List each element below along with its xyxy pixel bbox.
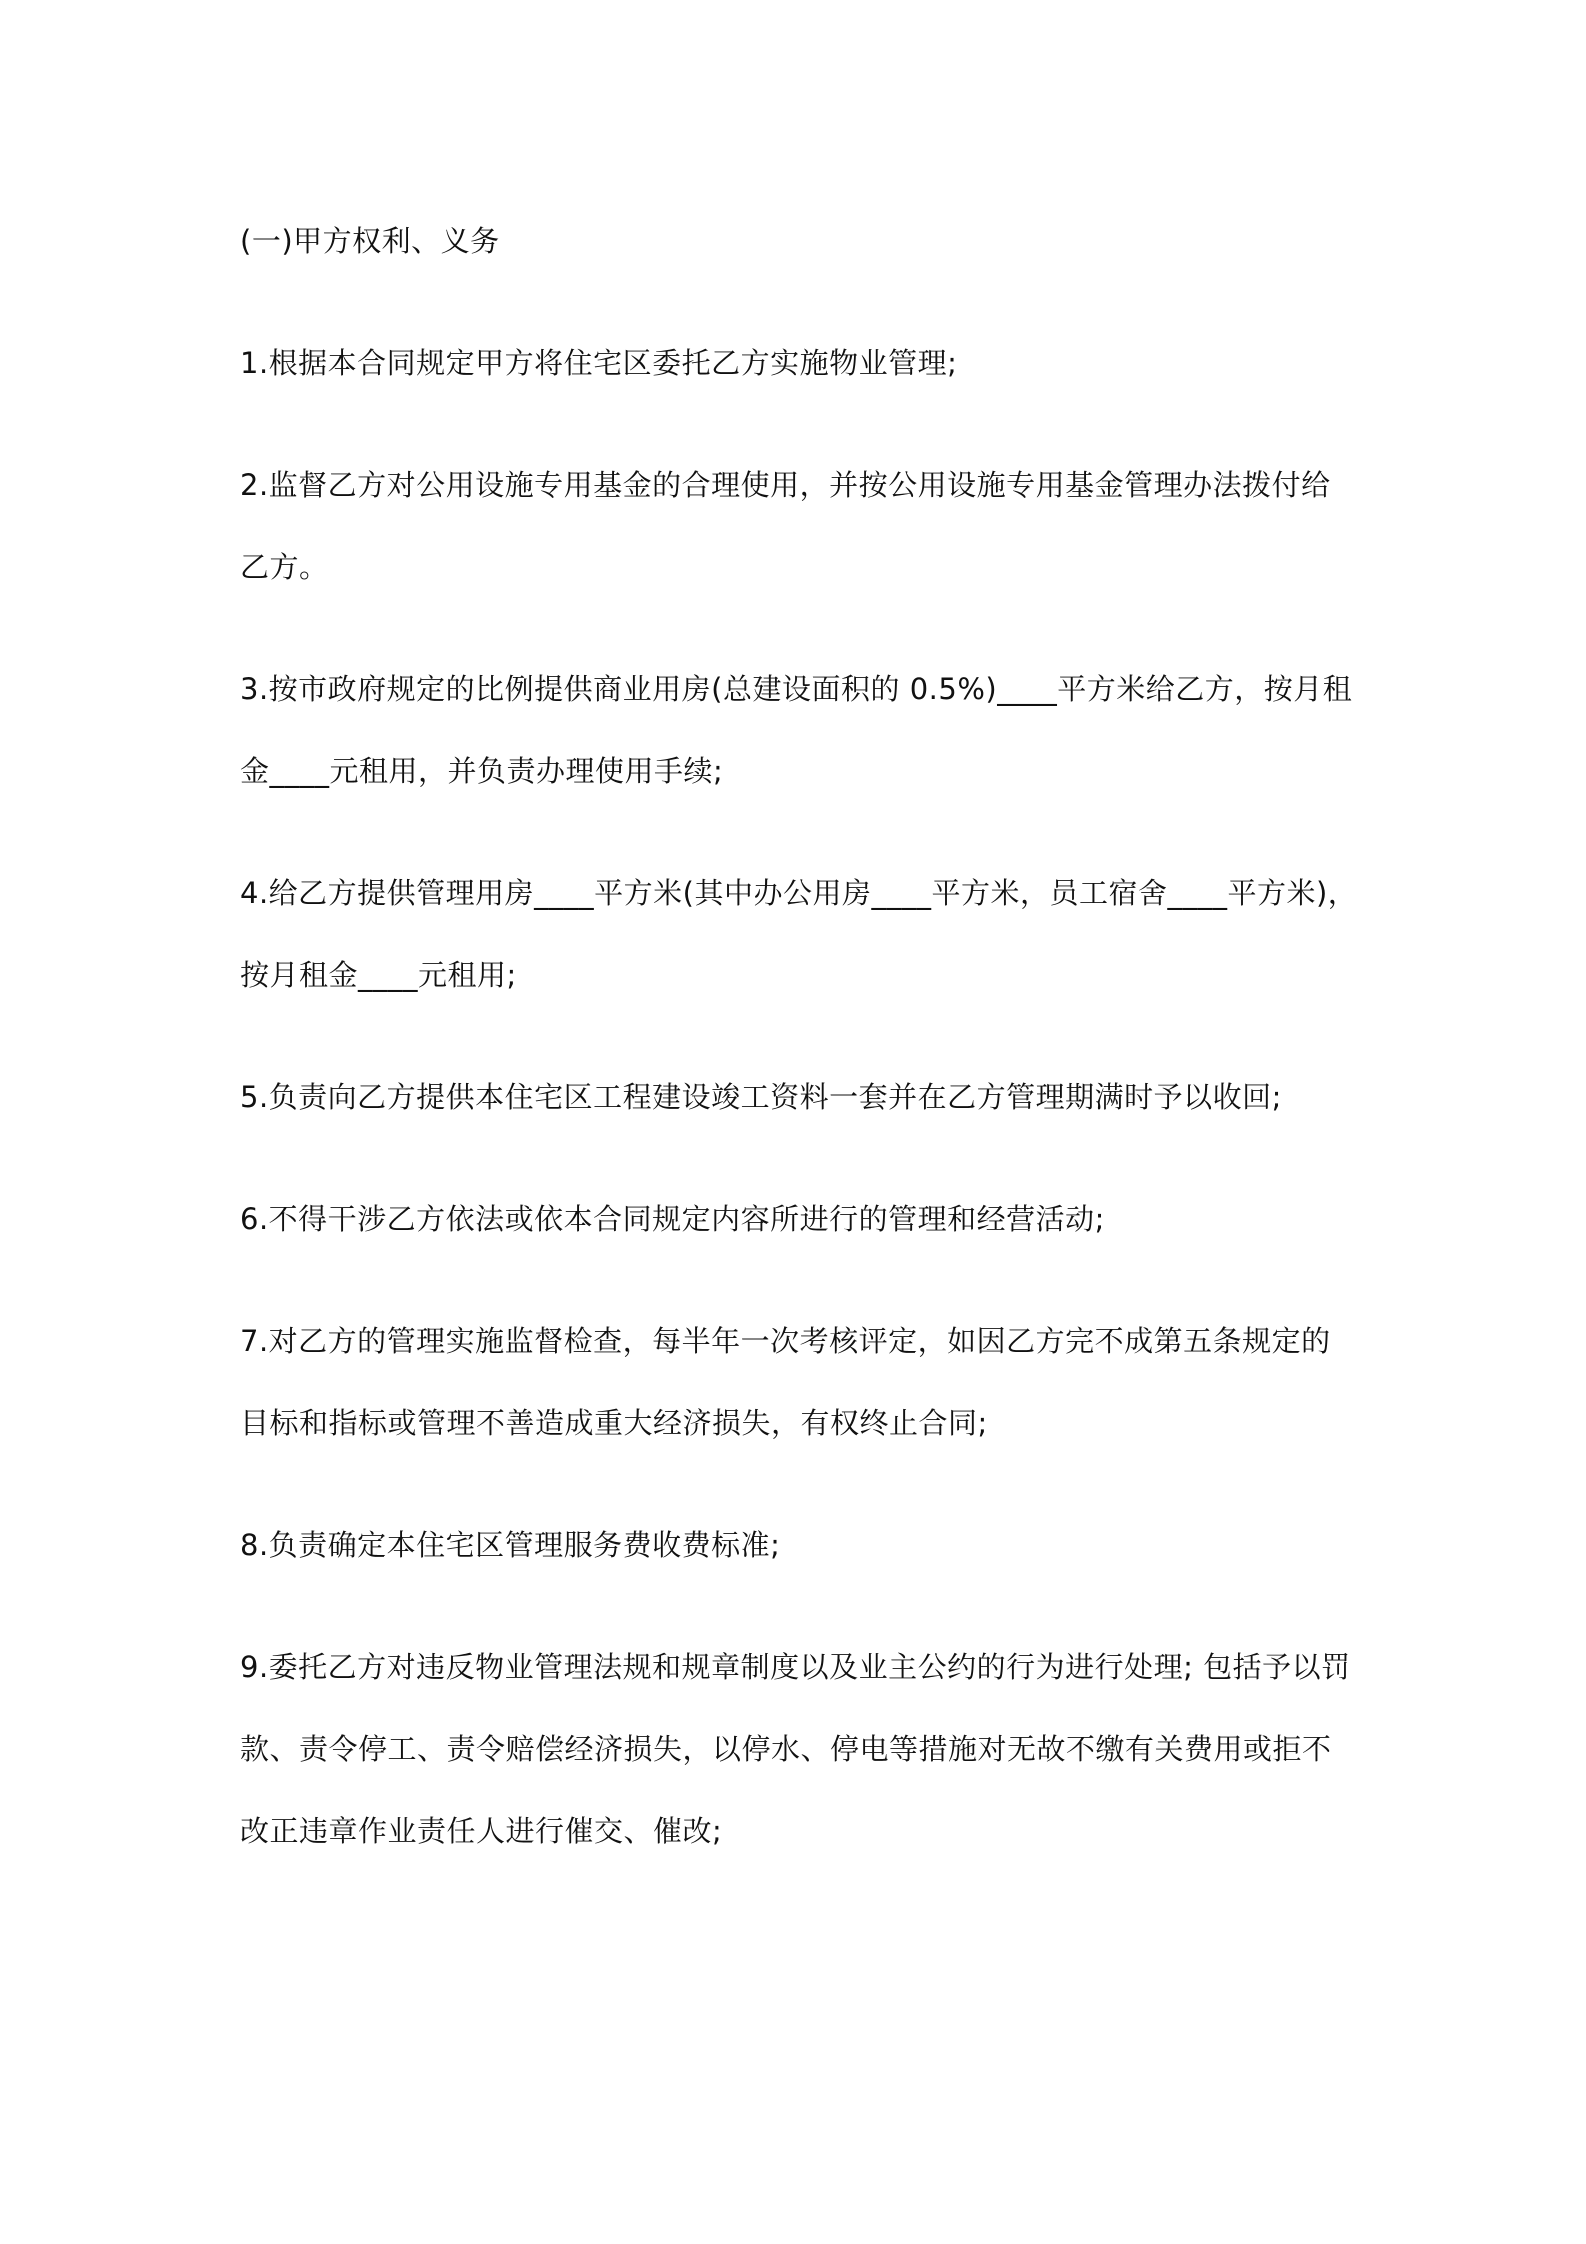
- clause-5: 5.负责向乙方提供本住宅区工程建设竣工资料一套并在乙方管理期满时予以收回;: [240, 1080, 1282, 1114]
- clause-2: 2.监督乙方对公用设施专用基金的合理使用，并按公用设施专用基金管理办法拨付给乙方。: [240, 468, 1331, 584]
- clause-7: 7.对乙方的管理实施监督检查，每半年一次考核评定，如因乙方完不成第五条规定的目标和指标或管理不善造成重大经济损失，有权终止合同;: [240, 1324, 1331, 1440]
- clause-9: 9.委托乙方对违反物业管理法规和规章制度以及业主公约的行为进行处理; 包括予以罚款、责令停工、责令赔偿经济损失，以停水、停电等措施对无故不缴有关费用或拒不改正违章作业责任人进行催交、催改;: [240, 1650, 1351, 1848]
- document-body: [240, 200, 1360, 1912]
- clause-6: 6.不得干涉乙方依法或依本合同规定内容所进行的管理和经营活动;: [240, 1202, 1105, 1236]
- section-heading: (一)甲方权利、义务: [240, 224, 500, 258]
- clause-1: 1.根据本合同规定甲方将住宅区委托乙方实施物业管理;: [240, 346, 958, 380]
- clause-3: 3.按市政府规定的比例提供商业用房(总建设面积的 0.5%)____平方米给乙方，按月租金____元租用，并负责办理使用手续;: [240, 672, 1353, 788]
- clause-4: 4.给乙方提供管理用房____平方米(其中办公用房____平方米，员工宿舍____平方米)，按月租金____元租用;: [240, 876, 1358, 992]
- clause-8: 8.负责确定本住宅区管理服务费收费标准;: [240, 1528, 781, 1562]
